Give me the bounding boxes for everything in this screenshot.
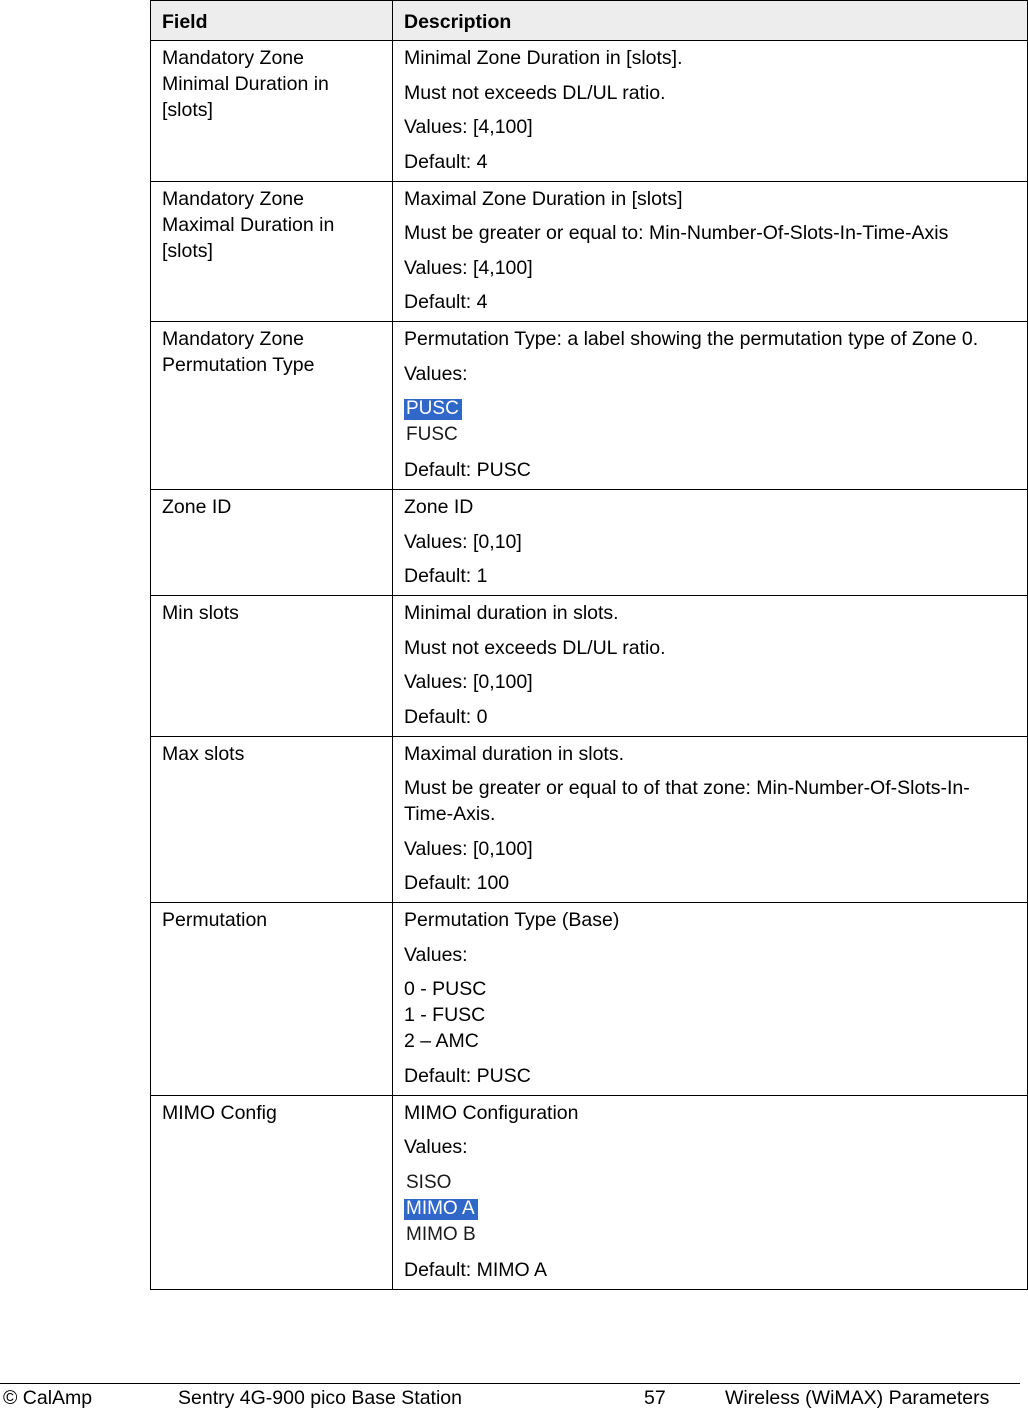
desc-line: Minimal duration in slots. — [404, 602, 619, 624]
description-cell — [393, 903, 1028, 1096]
desc-line: Values: — [404, 1136, 468, 1158]
table-row — [151, 181, 1028, 322]
option-mimo-b: MIMO B — [406, 1223, 476, 1245]
field-name: Mandatory Zone Maximal Duration in [slots] — [162, 187, 335, 262]
option-pusc: PUSC — [404, 399, 462, 420]
field-name: Zone ID — [162, 496, 232, 518]
field-name: Mandatory Zone Permutation Type — [162, 328, 315, 376]
field-cell — [151, 736, 393, 903]
description-cell — [393, 490, 1028, 596]
footer-product: Sentry 4G-900 pico Base Station — [178, 1387, 462, 1409]
header-description: Description — [393, 1, 1028, 41]
mimo-config-dropdown-list — [404, 1169, 1017, 1247]
desc-line: Default: 4 — [404, 291, 488, 313]
field-cell — [151, 41, 393, 182]
desc-line: MIMO Configuration — [404, 1101, 579, 1124]
desc-line: Default: 0 — [404, 705, 488, 728]
desc-line: Zone ID — [404, 496, 474, 518]
table-row — [151, 903, 1028, 1096]
field-cell — [151, 490, 393, 596]
desc-line: Must not exceeds DL/UL ratio. — [404, 81, 666, 104]
parameters-table — [150, 0, 1028, 1290]
description-cell — [393, 41, 1028, 182]
desc-line: Values: [4,100] — [404, 256, 533, 279]
desc-line: Maximal duration in slots. — [404, 742, 625, 765]
desc-line: Permutation Type (Base) — [404, 909, 620, 931]
value-item: 0 - PUSC — [404, 978, 487, 1000]
table-row — [151, 596, 1028, 737]
desc-line: Must not exceeds DL/UL ratio. — [404, 636, 666, 659]
option-siso: SISO — [406, 1171, 452, 1193]
field-name: Permutation — [162, 909, 268, 931]
desc-line: Permutation Type: a label showing the permutation type of Zone 0. — [404, 328, 979, 350]
table-row — [151, 736, 1028, 903]
desc-default: Default: PUSC — [404, 1064, 531, 1087]
permutation-type-dropdown-list — [404, 395, 1017, 447]
description-cell — [393, 1095, 1028, 1289]
field-cell — [151, 903, 393, 1096]
permutation-values-list — [404, 976, 1017, 1054]
footer-copyright: © CalAmp — [3, 1387, 93, 1409]
desc-line: Values: [0,100] — [404, 671, 533, 693]
value-item: 2 – AMC — [404, 1030, 479, 1052]
field-cell — [151, 1095, 393, 1289]
field-cell — [151, 596, 393, 737]
desc-line: Values: — [404, 362, 468, 385]
table-row — [151, 1095, 1028, 1289]
desc-line: Values: [0,100] — [404, 837, 533, 860]
desc-line: Values: [0,10] — [404, 530, 522, 553]
footer-section: Wireless (WiMAX) Parameters — [725, 1387, 990, 1409]
desc-line: Default: 4 — [404, 150, 488, 173]
description-cell — [393, 736, 1028, 903]
table-row — [151, 41, 1028, 182]
desc-line: Values: [4,100] — [404, 116, 533, 138]
field-name: Max slots — [162, 742, 245, 765]
desc-line: Values: — [404, 943, 468, 966]
field-cell — [151, 322, 393, 490]
header-field: Field — [151, 1, 393, 41]
field-name: MIMO Config — [162, 1101, 277, 1124]
description-cell — [393, 322, 1028, 490]
description-cell — [393, 596, 1028, 737]
desc-line: Maximal Zone Duration in [slots] — [404, 187, 683, 210]
desc-line: Must be greater or equal to: Min-Number-Of-Slots-In-Time-Axis — [404, 222, 949, 244]
field-name: Mandatory Zone Minimal Duration in [slots] — [162, 47, 329, 121]
desc-default: Default: PUSC — [404, 459, 531, 481]
table-row — [151, 490, 1028, 596]
desc-line: Minimal Zone Duration in [slots]. — [404, 47, 683, 69]
option-fusc: FUSC — [406, 424, 458, 445]
value-item: 1 - FUSC — [404, 1004, 486, 1026]
desc-line: Must be greater or equal to of that zone: Min-Number-Of-Slots-In-Time-Axis. — [404, 777, 970, 825]
field-name: Min slots — [162, 602, 239, 624]
desc-line: Default: 100 — [404, 872, 510, 894]
desc-line: Default: 1 — [404, 565, 488, 587]
option-mimo-a: MIMO A — [404, 1199, 478, 1220]
table-header-row — [151, 1, 1028, 41]
footer-page-number: 57 — [644, 1387, 666, 1409]
description-cell — [393, 181, 1028, 322]
page-footer — [0, 1383, 1020, 1410]
desc-default: Default: MIMO A — [404, 1258, 548, 1281]
table-row — [151, 322, 1028, 490]
field-cell — [151, 181, 393, 322]
